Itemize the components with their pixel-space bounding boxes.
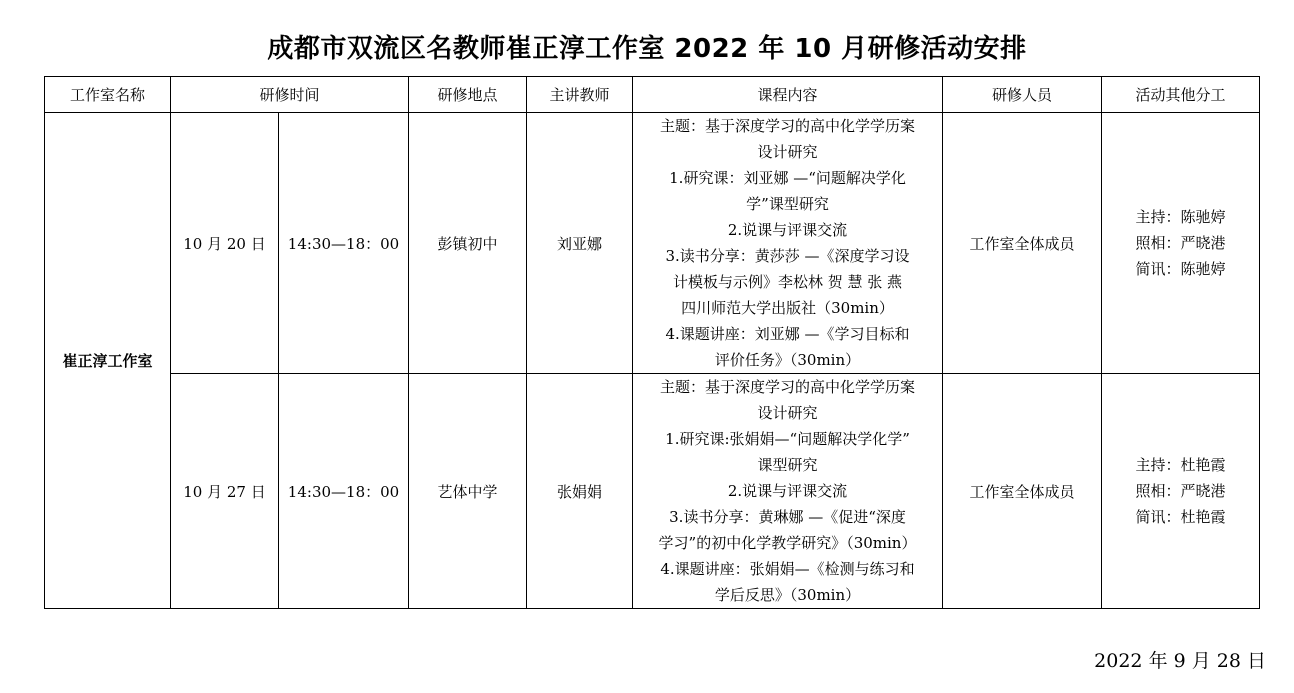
date-cell: 10 月 27 日 — [171, 374, 279, 609]
participants-cell: 工作室全体成员 — [943, 113, 1102, 374]
division-line: 照相：严晓港 — [1135, 234, 1226, 252]
content-line: 3.读书分享：黄琳娜 —《促进“深度 — [669, 508, 906, 526]
division-line: 简讯：杜艳霞 — [1135, 508, 1226, 526]
content-line: 2.说课与评课交流 — [727, 482, 848, 500]
table-row — [45, 374, 1260, 609]
division-line: 照相：严晓港 — [1135, 482, 1226, 500]
content-line: 主题：基于深度学习的高中化学学历案 — [660, 378, 916, 396]
content-line: 4.课题讲座：刘亚娜 —《学习目标和 — [665, 325, 910, 343]
document-title: 成都市双流区名教师崔正淳工作室 2022 年 10 月研修活动安排 — [267, 34, 1027, 64]
content-line: 设计研究 — [757, 143, 818, 161]
division-line: 主持：杜艳霞 — [1135, 456, 1226, 474]
teacher-cell: 张娟娟 — [527, 374, 633, 609]
schedule-table — [44, 76, 1260, 609]
division-cell — [1102, 374, 1260, 609]
header-row — [45, 77, 1260, 113]
division-line: 主持：陈驰婷 — [1135, 208, 1226, 226]
content-line: 评价任务》（30min） — [714, 351, 861, 369]
division-line: 简讯：陈驰婷 — [1135, 260, 1226, 278]
header-teacher: 主讲教师 — [527, 77, 633, 113]
division-cell — [1102, 113, 1260, 374]
header-content: 课程内容 — [633, 77, 943, 113]
time-cell: 14:30—18：00 — [279, 374, 409, 609]
content-line: 1.研究课：刘亚娜 —“问题解决学化 — [669, 169, 906, 187]
document-date: 2022 年 9 月 28 日 — [1094, 650, 1266, 672]
location-cell: 艺体中学 — [409, 374, 527, 609]
content-line: 1.研究课:张娟娟—“问题解决学化学” — [665, 430, 910, 448]
content-line: 计模板与示例》李松林 贺 慧 张 燕 — [672, 273, 903, 291]
content-cell — [633, 374, 943, 609]
content-line: 学后反思》（30min） — [714, 586, 861, 604]
location-cell: 彭镇初中 — [409, 113, 527, 374]
content-line: 4.课题讲座：张娟娟—《检测与练习和 — [660, 560, 915, 578]
header-division: 活动其他分工 — [1102, 77, 1260, 113]
content-line: 设计研究 — [757, 404, 818, 422]
header-time: 研修时间 — [171, 77, 409, 113]
header-location: 研修地点 — [409, 77, 527, 113]
content-line: 3.读书分享：黄莎莎 —《深度学习设 — [665, 247, 910, 265]
content-line: 学”课型研究 — [746, 195, 829, 213]
date-cell: 10 月 20 日 — [171, 113, 279, 374]
content-cell — [633, 113, 943, 374]
content-line: 学习”的初中化学教学研究》（30min） — [658, 534, 917, 552]
time-cell: 14:30—18：00 — [279, 113, 409, 374]
studio-name-cell: 崔正淳工作室 — [45, 113, 171, 609]
header-studio-name: 工作室名称 — [45, 77, 171, 113]
participants-cell: 工作室全体成员 — [943, 374, 1102, 609]
teacher-cell: 刘亚娜 — [527, 113, 633, 374]
table-row — [45, 113, 1260, 374]
header-participants: 研修人员 — [943, 77, 1102, 113]
content-line: 2.说课与评课交流 — [727, 221, 848, 239]
content-line: 四川师范大学出版社（30min） — [681, 299, 894, 317]
content-line: 课型研究 — [757, 456, 818, 474]
content-line: 主题：基于深度学习的高中化学学历案 — [660, 117, 916, 135]
